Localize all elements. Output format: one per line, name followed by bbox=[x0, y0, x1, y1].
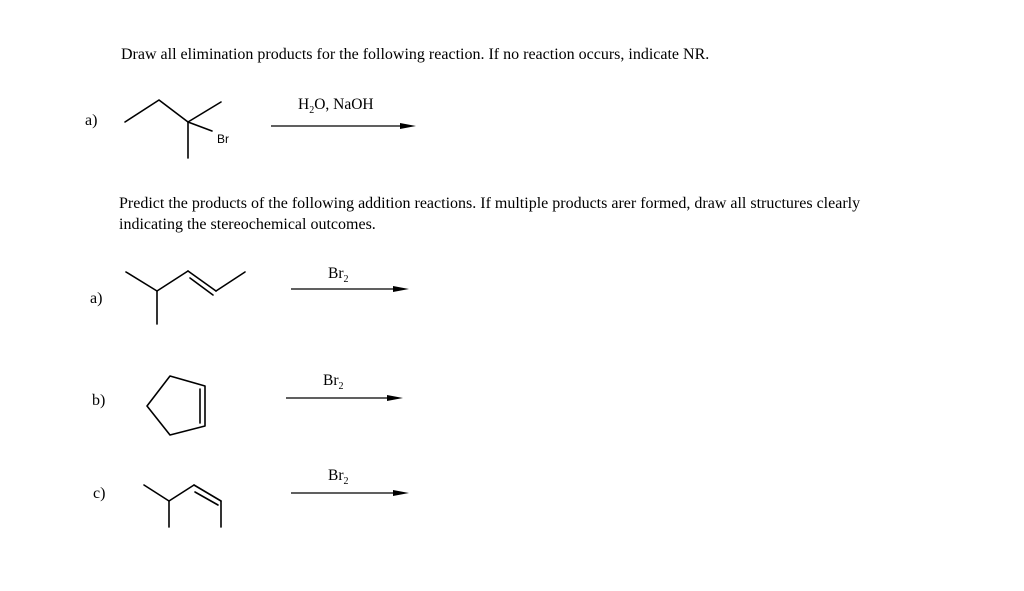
molecule-2-bromo-2-methylbutane bbox=[120, 95, 240, 165]
problem-label-addition-c: c) bbox=[93, 485, 106, 502]
reagent-addition-b bbox=[323, 372, 344, 392]
reagent-base: Br bbox=[328, 265, 344, 282]
problem-label-elimination-a: a) bbox=[85, 112, 98, 129]
reaction-arrow-elimination-a bbox=[270, 121, 420, 131]
reagent-base: Br bbox=[328, 467, 344, 484]
molecule-4-methyl-2-pentene-cis bbox=[140, 479, 230, 529]
reaction-arrow-addition-b bbox=[285, 393, 410, 403]
problem-label-addition-a: a) bbox=[90, 290, 103, 307]
bromine-substituent-label: Br bbox=[217, 132, 229, 146]
reagent-base: Br bbox=[323, 372, 339, 389]
reagent-elimination-a bbox=[298, 96, 374, 116]
reagent-rest: O, NaOH bbox=[314, 96, 374, 113]
molecule-4-methyl-2-pentene bbox=[122, 264, 252, 329]
addition-instruction: Predict the products of the following addition reactions. If multiple products arer formed, draw all structures clearly indicating the stereochemical outcomes. bbox=[119, 195, 861, 233]
reagent-addition-c bbox=[328, 467, 349, 487]
elimination-instruction: Draw all elimination products for the following reaction. If no reaction occurs, indicate NR. bbox=[121, 46, 710, 63]
reagent-subscript: 2 bbox=[343, 274, 349, 286]
reaction-arrow-addition-a bbox=[290, 284, 415, 294]
reaction-arrow-addition-c bbox=[290, 488, 415, 498]
reagent-addition-a bbox=[328, 265, 349, 285]
molecule-cyclopentene bbox=[144, 372, 214, 442]
reagent-base: H bbox=[298, 96, 310, 113]
problem-label-addition-b: b) bbox=[92, 392, 106, 409]
reagent-subscript: 2 bbox=[343, 476, 349, 488]
reagent-subscript: 2 bbox=[309, 105, 315, 117]
reagent-subscript: 2 bbox=[338, 381, 344, 393]
